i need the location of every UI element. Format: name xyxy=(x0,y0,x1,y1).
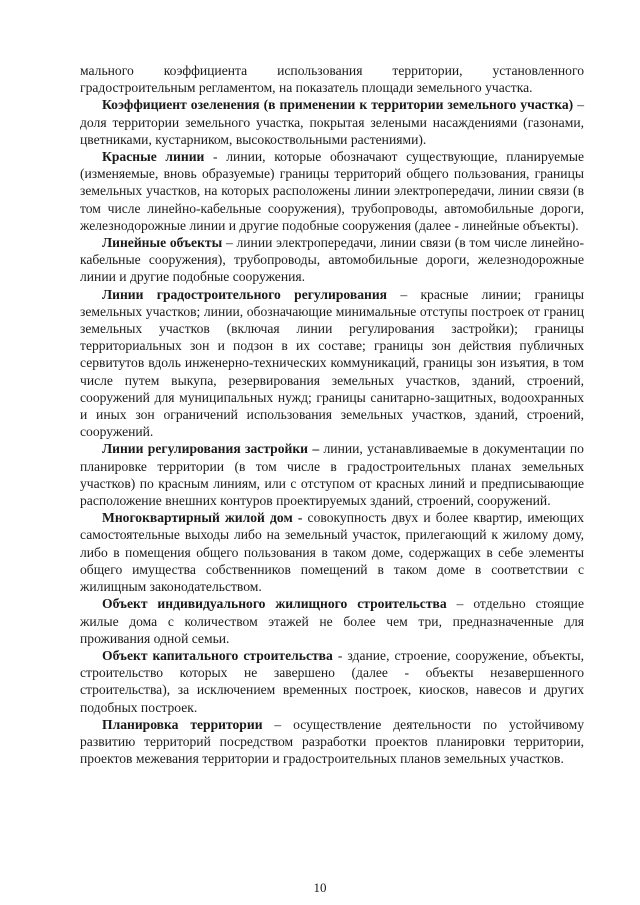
definition-linii-regulirovaniya-zastroiki xyxy=(80,440,584,509)
paragraph-text: мального коэффициента использования территории, установленного градостроительным регламентом, на показатель площади земельного участка. xyxy=(80,63,584,96)
term: Объект индивидуального жилищного строительства xyxy=(102,596,447,612)
definition-oks xyxy=(80,647,584,716)
definition-koeff-ozeleneniya xyxy=(80,96,584,148)
page-number: 10 xyxy=(313,880,327,895)
definition-text: – отдельно стоящие жилые дома с количеством этажей не более чем три, предназначенные для проживания одной семьи. xyxy=(80,596,584,646)
term: Коэффициент озеленения (в применении к территории земельного участка) xyxy=(102,97,574,113)
term: Красные линии xyxy=(102,149,205,165)
definition-text: – линии электропередачи, линии связи (в том числе линейно-кабельные сооружения), трубопроводы, автомобильные дороги, железнодорожные линии и другие подобные сооружения. xyxy=(80,235,585,285)
definition-krasnye-linii xyxy=(80,148,584,234)
term: Линейные объекты xyxy=(102,235,223,251)
page-content xyxy=(80,62,584,767)
paragraph-continuation xyxy=(80,62,584,96)
definition-text: – красные линии; границы земельных участков; линии, обозначающие минимальные отступы построек от границ земельных участков (включая линии регулирования застройки); границы территориальных зон и подзон в их составе; границы зон действия публичных сервитутов вдоль инженерно-технических коммуникаций, границы зон изъятия, в том числе путем выкупа, резервирования земельных участков, зданий, строений, сооружений для муниципальных нужд; границы санитарно-защитных, водоохранных и иных зон ограничений использования земельных участков, зданий, строений, сооружений. xyxy=(80,286,585,440)
definition-text: совокупность двух и более квартир, имеющих самостоятельные выходы либо на земельный участок, прилегающий к жилому дому, либо в помещения общего пользования в таком доме, содержащих в себе элементы общего имущества собственников помещений в таком доме в соответствии с жилищным законодательством. xyxy=(80,510,584,595)
definition-izhs xyxy=(80,595,584,647)
term: Линии регулирования застройки – xyxy=(102,441,320,457)
definition-text: линии, устанавливаемые в документации по планировке территории (в том числе в градостроительных планах земельных участков) по красным линиям, или с отступом от красных линий и предписывающие расположение внешних контуров проектируемых зданий, строений, сооружений. xyxy=(80,441,584,509)
definition-text: – осуществление деятельности по устойчивому развитию территорий посредством разработки проектов планировки территории, проектов межевания территории и градостроительных планов земельных участков. xyxy=(80,716,584,767)
term: Многоквартирный жилой дом - xyxy=(102,510,303,526)
term: Планировка территории xyxy=(102,716,263,732)
term: Объект капитального строительства xyxy=(102,647,333,663)
term: Линии градостроительного регулирования xyxy=(102,286,388,302)
definition-linii-gradostroitelnogo-regulirovaniya xyxy=(80,286,584,441)
definition-mnogokvartirnyi-dom xyxy=(80,509,584,595)
definition-planirovka-territorii xyxy=(80,716,584,768)
definition-lineinye-obekty xyxy=(80,234,584,286)
definition-text: – доля территории земельного участка, покрытая зелеными насаждениями (газонами, цветниками, кустарником, высокоствольными растениями). xyxy=(80,97,585,147)
definition-text: - здание, строение, сооружение, объекты, строительство которых не завершено (далее - объекты незавершенного строительства), за исключением временных построек, киосков, навесов и других подобных построек. xyxy=(80,647,584,715)
definition-text: - линии, которые обозначают существующие, планируемые (изменяемые, вновь образуемые) границы территорий общего пользования, границы земельных участков, на которых расположены линии электропередачи, линии связи (в том числе линейно-кабельные сооружения), трубопроводы, автомобильные дороги, железнодорожные линии и другие подобные сооружения (далее - линейные объекты). xyxy=(80,149,584,233)
